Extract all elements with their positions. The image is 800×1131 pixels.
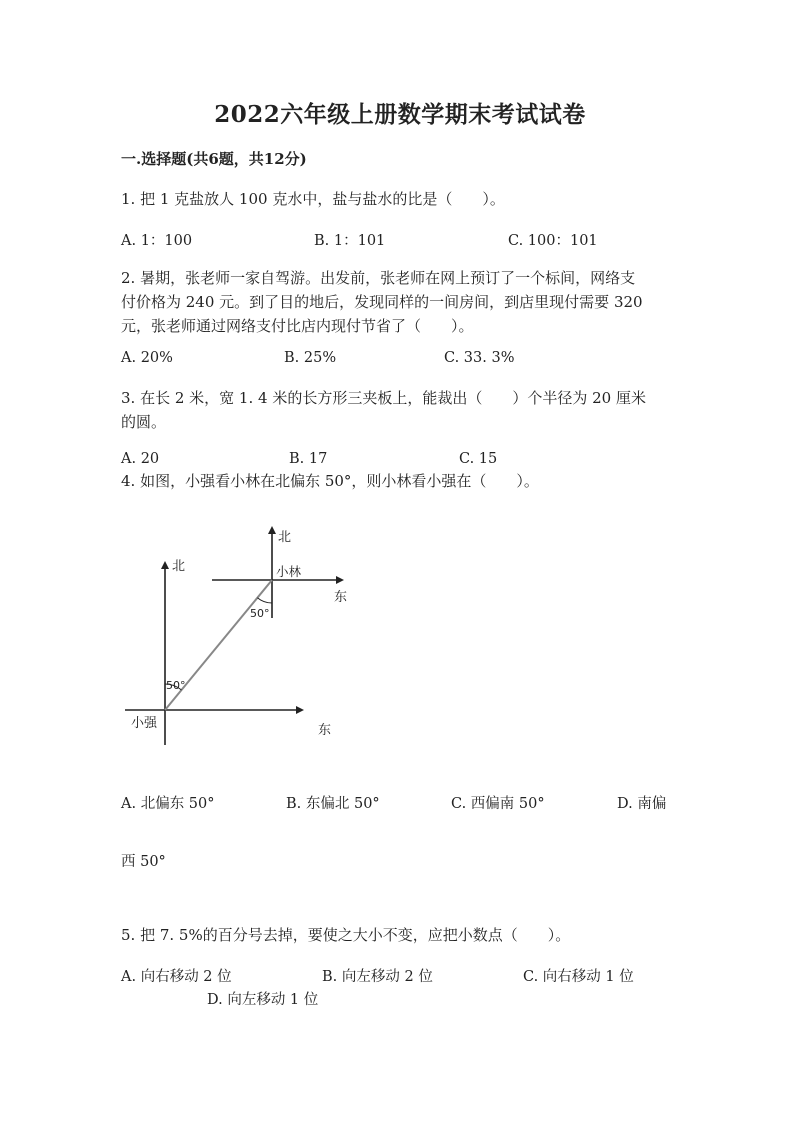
question-5: 5. 把 7. 5%的百分号去掉，要使之大小不变，应把小数点（ ）。	[121, 926, 571, 944]
q2-option-c: C. 33. 3%	[444, 350, 515, 366]
label-east-top: 东	[334, 590, 348, 605]
q3-option-a: A. 20	[121, 451, 160, 467]
q1-option-c: C. 100：101	[508, 233, 598, 249]
question-2-line-3: 元，张老师通过网络支付比店内现付节省了（ ）。	[121, 317, 474, 335]
question-1: 1. 把 1 克盐放人 100 克水中，盐与盐水的比是（ ）。	[121, 190, 505, 208]
label-angle-top: 50°	[250, 607, 270, 620]
q4-option-d: D. 南偏	[617, 796, 667, 812]
label-xiaolin: 小林	[276, 564, 302, 579]
question-3-line-1: 3. 在长 2 米，宽 1. 4 米的长方形三夹板上，能裁出（ ）个半径为 20 厘米	[121, 389, 646, 407]
label-angle-bottom: 50°	[166, 679, 186, 692]
angle-arc-top	[257, 598, 272, 603]
q5-option-b: B. 向左移动 2 位	[322, 969, 433, 985]
q2-option-a: A. 20%	[121, 350, 173, 366]
label-east-bottom: 东	[318, 723, 332, 738]
q5-option-a: A. 向右移动 2 位	[121, 969, 232, 985]
question-4: 4. 如图，小强看小林在北偏东 50°，则小林看小强在（ ）。	[121, 472, 539, 490]
q1-option-a: A. 1：100	[121, 233, 193, 249]
section-heading: 一.选择题(共6题，共12分)	[121, 150, 307, 168]
question-2-line-2: 付价格为 240 元。到了目的地后，发现同样的一间房间，到店里现付需要 320	[121, 293, 643, 311]
q4-option-a: A. 北偏东 50°	[121, 796, 215, 812]
direction-diagram	[120, 520, 360, 755]
q4-option-d-continued: 西 50°	[121, 854, 166, 870]
page-title: 2022六年级上册数学期末考试试卷	[214, 101, 586, 128]
q1-option-b: B. 1：101	[314, 233, 386, 249]
label-xiaoqiang: 小强	[131, 716, 158, 731]
q4-option-c: C. 西偏南 50°	[451, 796, 545, 812]
question-3-line-2: 的圆。	[121, 413, 167, 431]
label-north-top: 北	[278, 530, 292, 545]
q4-option-b: B. 东偏北 50°	[286, 796, 380, 812]
q2-option-b: B. 25%	[284, 350, 337, 366]
question-2-line-1: 2. 暑期，张老师一家自驾游。出发前，张老师在网上预订了一个标间，网络支	[121, 269, 636, 287]
q5-option-d: D. 向左移动 1 位	[207, 992, 319, 1008]
q5-option-c: C. 向右移动 1 位	[523, 969, 634, 985]
q3-option-b: B. 17	[289, 451, 328, 467]
label-north-left: 北	[172, 559, 186, 574]
q3-option-c: C. 15	[459, 451, 498, 467]
